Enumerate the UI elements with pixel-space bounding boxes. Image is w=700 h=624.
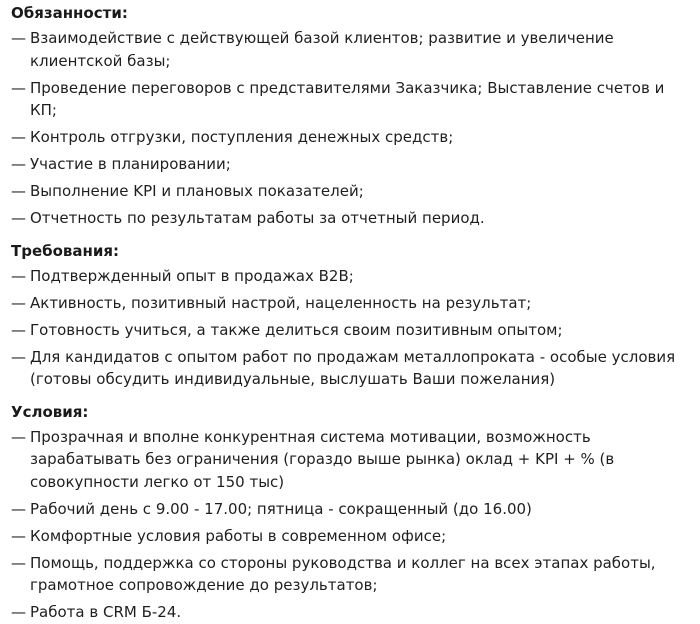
list-item xyxy=(11,126,694,149)
requirements-section xyxy=(11,242,694,391)
requirements-title: Требования: xyxy=(11,241,120,260)
list-item xyxy=(11,77,694,122)
list-item xyxy=(11,525,694,548)
list-item-text: Взаимодействие с действующей базой клиентов; развитие и увеличение клиентской базы; xyxy=(30,29,614,70)
duties-section xyxy=(11,4,694,230)
dash-marker: — xyxy=(11,293,26,312)
list-item xyxy=(11,207,694,230)
list-item xyxy=(11,153,694,176)
dash-marker: — xyxy=(11,78,26,97)
dash-marker: — xyxy=(11,499,26,518)
duties-title: Обязанности: xyxy=(11,4,128,22)
list-item xyxy=(11,601,694,624)
list-item-text: Участие в планировании; xyxy=(30,155,231,173)
list-item xyxy=(11,27,694,72)
list-item-text: Рабочий день с 9.00 - 17.00; пятница - сокращенный (до 16.00) xyxy=(30,499,532,518)
dash-marker: — xyxy=(11,209,26,227)
dash-marker: — xyxy=(11,266,26,285)
requirements-list xyxy=(11,265,694,391)
list-item-text: Для кандидатов с опытом работ по продажам металлопроката - особые условия (готовы обсудить индивидуальные, выслушать Ваши пожелания) xyxy=(30,347,676,388)
dash-marker: — xyxy=(11,128,26,146)
dash-marker: — xyxy=(11,347,26,366)
list-item-text: Помощь, поддержка со стороны руководства и коллег на всех этапах работы, грамотное сопровождение до результатов; xyxy=(30,553,656,594)
list-item-text: Готовность учиться, а также делиться своим позитивным опытом; xyxy=(30,320,563,339)
conditions-title: Условия: xyxy=(11,402,89,421)
dash-marker: — xyxy=(11,155,26,173)
list-item xyxy=(11,552,694,597)
dash-marker: — xyxy=(11,526,26,545)
list-item xyxy=(11,265,694,288)
list-item-text: Выполнение KPI и плановых показателей; xyxy=(30,182,364,200)
list-item-text: Прозрачная и вполне конкурентная система мотивации, возможность зарабатывать без ограничения (гораздо выше рынка) оклад + KPI + % (в совокупности легко от 150 тыс) xyxy=(30,427,615,491)
dash-marker: — xyxy=(11,182,26,200)
list-item-text: Активность, позитивный настрой, нацеленность на результат; xyxy=(30,293,532,312)
list-item-text: Проведение переговоров с представителями Заказчика; Выставление счетов и КП; xyxy=(30,78,665,119)
list-item-text: Контроль отгрузки, поступления денежных средств; xyxy=(30,128,454,146)
list-item xyxy=(11,292,694,315)
dash-marker: — xyxy=(11,29,26,47)
list-item-text: Подтвержденный опыт в продажах B2B; xyxy=(30,266,354,285)
list-item xyxy=(11,498,694,521)
duties-list xyxy=(11,27,694,230)
list-item xyxy=(11,426,694,494)
dash-marker: — xyxy=(11,603,26,621)
list-item-text: Комфортные условия работы в современном офисе; xyxy=(30,526,447,545)
list-item xyxy=(11,180,694,203)
list-item xyxy=(11,319,694,342)
dash-marker: — xyxy=(11,427,26,446)
list-item-text: Отчетность по результатам работы за отчетный период. xyxy=(30,209,485,227)
list-item xyxy=(11,346,694,391)
dash-marker: — xyxy=(11,553,26,572)
conditions-section xyxy=(11,403,694,624)
list-item-text: Работа в CRM Б-24. xyxy=(30,603,182,621)
dash-marker: — xyxy=(11,320,26,339)
